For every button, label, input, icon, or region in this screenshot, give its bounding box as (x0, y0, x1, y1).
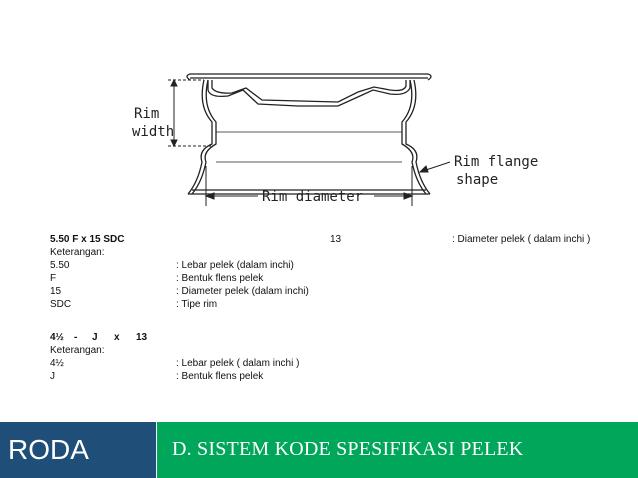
flange-pointer (420, 162, 450, 172)
example2-code-part: x (114, 332, 120, 343)
example2-desc: : Lebar pelek ( dalam inchi ) (176, 358, 300, 369)
rim-width-label-line1: Rim (134, 106, 160, 122)
rim-outline (187, 74, 431, 194)
example1-term: 15 (50, 286, 62, 297)
example2-code-part: J (92, 332, 98, 343)
footer-title: RODA (8, 434, 89, 465)
example2-term: 4½ (50, 358, 64, 369)
example1-extra-term: 13 (330, 234, 342, 245)
example2-heading: Keterangan: (50, 345, 105, 356)
footer-subtitle: D. SISTEM KODE SPESIFIKASI PELEK (172, 438, 524, 460)
example1-code: 5.50 F x 15 SDC (50, 234, 125, 245)
rim-flange-label-line1: Rim flange (454, 154, 539, 170)
example1-term: SDC (50, 299, 72, 310)
example2-desc: : Bentuk flens pelek (176, 371, 264, 382)
example1-term: 5.50 (50, 260, 70, 271)
example2-term: J (50, 371, 55, 382)
rim-flange-label-line2: shape (456, 172, 499, 188)
example2-code-part: 4½ (50, 332, 64, 343)
rim-width-label-line2: width (132, 124, 175, 140)
rim-diameter-label: Rim diameter (262, 189, 364, 205)
example1-desc: : Tipe rim (176, 299, 218, 310)
example1-term: F (50, 273, 57, 284)
example1-desc: : Diameter pelek (dalam inchi) (176, 286, 309, 297)
example1-extra-desc: : Diameter pelek ( dalam inchi ) (452, 234, 591, 245)
example2-code-part: 13 (136, 332, 148, 343)
example1-desc: : Bentuk flens pelek (176, 273, 264, 284)
example1-heading: Keterangan: (50, 247, 105, 258)
example2-code-part: - (74, 332, 78, 343)
example1-desc: : Lebar pelek (dalam inchi) (176, 260, 294, 271)
footer-divider (156, 422, 157, 478)
rim-diagram (128, 66, 540, 206)
